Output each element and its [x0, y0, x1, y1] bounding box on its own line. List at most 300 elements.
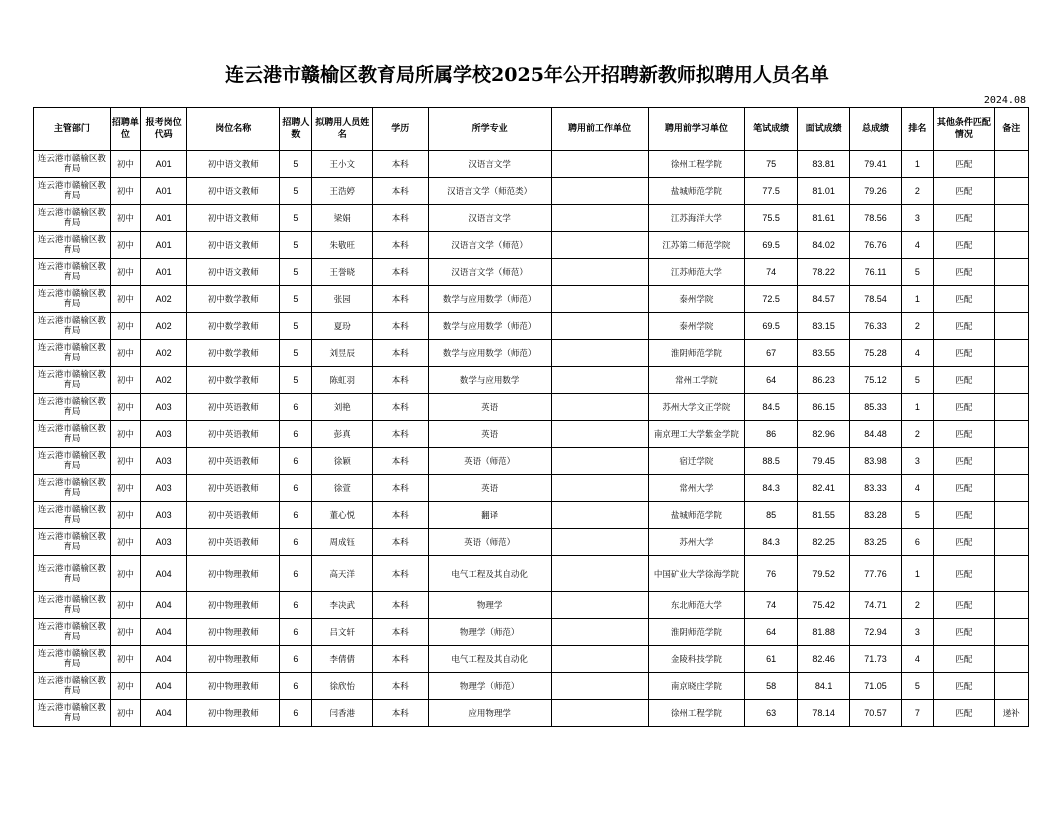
unit-cell: 初中 — [110, 700, 140, 727]
prior-work-cell — [551, 313, 648, 340]
written-score-cell: 77.5 — [745, 178, 797, 205]
match-cell: 匹配 — [934, 700, 995, 727]
header-cell: 拟聘用人员姓名 — [312, 108, 373, 151]
interview-score-cell: 82.25 — [797, 529, 849, 556]
major-cell: 英语 — [428, 394, 551, 421]
written-score-cell: 84.3 — [745, 475, 797, 502]
prior-school-cell: 盐城师范学院 — [648, 502, 745, 529]
match-cell: 匹配 — [934, 592, 995, 619]
rank-cell: 4 — [901, 475, 933, 502]
remark-cell — [994, 205, 1028, 232]
rank-cell: 4 — [901, 646, 933, 673]
prior-school-cell: 南京晓庄学院 — [648, 673, 745, 700]
match-cell: 匹配 — [934, 448, 995, 475]
match-cell: 匹配 — [934, 367, 995, 394]
interview-score-cell: 78.14 — [797, 700, 849, 727]
match-cell: 匹配 — [934, 205, 995, 232]
remark-cell — [994, 151, 1028, 178]
header-cell: 笔试成绩 — [745, 108, 797, 151]
unit-cell: 初中 — [110, 178, 140, 205]
unit-cell: 初中 — [110, 394, 140, 421]
position-cell: 初中英语教师 — [187, 502, 280, 529]
position-cell: 初中英语教师 — [187, 529, 280, 556]
name-cell: 王浩婷 — [312, 178, 373, 205]
table-row — [34, 448, 1029, 475]
degree-cell: 本科 — [373, 394, 429, 421]
match-cell: 匹配 — [934, 529, 995, 556]
prior-school-cell: 徐州工程学院 — [648, 700, 745, 727]
code-cell: A04 — [140, 556, 186, 592]
total-score-cell: 79.41 — [850, 151, 901, 178]
dept-cell: 连云港市赣榆区教育局 — [34, 151, 111, 178]
rank-cell: 2 — [901, 313, 933, 340]
header-cell: 主管部门 — [34, 108, 111, 151]
position-cell: 初中数学教师 — [187, 367, 280, 394]
quota-cell: 5 — [280, 313, 312, 340]
remark-cell — [994, 592, 1028, 619]
code-cell: A04 — [140, 592, 186, 619]
table-row — [34, 394, 1029, 421]
position-cell: 初中数学教师 — [187, 340, 280, 367]
header-cell: 招聘人数 — [280, 108, 312, 151]
quota-cell: 5 — [280, 205, 312, 232]
total-score-cell: 83.33 — [850, 475, 901, 502]
name-cell: 朱敬旺 — [312, 232, 373, 259]
rank-cell: 4 — [901, 340, 933, 367]
table-row — [34, 673, 1029, 700]
code-cell: A02 — [140, 367, 186, 394]
dept-cell: 连云港市赣榆区教育局 — [34, 673, 111, 700]
table-row — [34, 475, 1029, 502]
name-cell: 李倩倩 — [312, 646, 373, 673]
interview-score-cell: 79.45 — [797, 448, 849, 475]
match-cell: 匹配 — [934, 340, 995, 367]
quota-cell: 6 — [280, 673, 312, 700]
total-score-cell: 71.73 — [850, 646, 901, 673]
degree-cell: 本科 — [373, 673, 429, 700]
major-cell: 电气工程及其自动化 — [428, 556, 551, 592]
code-cell: A03 — [140, 502, 186, 529]
written-score-cell: 58 — [745, 673, 797, 700]
rank-cell: 5 — [901, 673, 933, 700]
match-cell: 匹配 — [934, 673, 995, 700]
remark-cell — [994, 286, 1028, 313]
degree-cell: 本科 — [373, 313, 429, 340]
written-score-cell: 75.5 — [745, 205, 797, 232]
major-cell: 汉语言文学 — [428, 205, 551, 232]
prior-school-cell: 常州工学院 — [648, 367, 745, 394]
total-score-cell: 71.05 — [850, 673, 901, 700]
name-cell: 董心悦 — [312, 502, 373, 529]
table-row — [34, 556, 1029, 592]
quota-cell: 6 — [280, 394, 312, 421]
match-cell: 匹配 — [934, 421, 995, 448]
header-cell: 聘用前工作单位 — [551, 108, 648, 151]
prior-school-cell: 宿迁学院 — [648, 448, 745, 475]
position-cell: 初中英语教师 — [187, 421, 280, 448]
document-date: 2024.08 — [983, 95, 1026, 106]
match-cell: 匹配 — [934, 502, 995, 529]
prior-school-cell: 盐城师范学院 — [648, 178, 745, 205]
table-row — [34, 619, 1029, 646]
interview-score-cell: 83.15 — [797, 313, 849, 340]
match-cell: 匹配 — [934, 178, 995, 205]
unit-cell: 初中 — [110, 502, 140, 529]
quota-cell: 6 — [280, 502, 312, 529]
prior-work-cell — [551, 340, 648, 367]
major-cell: 翻译 — [428, 502, 551, 529]
degree-cell: 本科 — [373, 421, 429, 448]
quota-cell: 5 — [280, 151, 312, 178]
position-cell: 初中英语教师 — [187, 394, 280, 421]
position-cell: 初中语文教师 — [187, 178, 280, 205]
prior-school-cell: 江苏师范大学 — [648, 259, 745, 286]
unit-cell: 初中 — [110, 619, 140, 646]
interview-score-cell: 82.46 — [797, 646, 849, 673]
table-row — [34, 205, 1029, 232]
dept-cell: 连云港市赣榆区教育局 — [34, 646, 111, 673]
dept-cell: 连云港市赣榆区教育局 — [34, 700, 111, 727]
position-cell: 初中数学教师 — [187, 286, 280, 313]
remark-cell — [994, 313, 1028, 340]
dept-cell: 连云港市赣榆区教育局 — [34, 205, 111, 232]
written-score-cell: 69.5 — [745, 232, 797, 259]
degree-cell: 本科 — [373, 259, 429, 286]
degree-cell: 本科 — [373, 367, 429, 394]
rank-cell: 6 — [901, 529, 933, 556]
total-score-cell: 77.76 — [850, 556, 901, 592]
code-cell: A01 — [140, 259, 186, 286]
prior-school-cell: 苏州大学 — [648, 529, 745, 556]
table-row — [34, 646, 1029, 673]
name-cell: 王小文 — [312, 151, 373, 178]
prior-school-cell: 苏州大学文正学院 — [648, 394, 745, 421]
unit-cell: 初中 — [110, 646, 140, 673]
name-cell: 李决武 — [312, 592, 373, 619]
position-cell: 初中数学教师 — [187, 313, 280, 340]
total-score-cell: 75.28 — [850, 340, 901, 367]
interview-score-cell: 81.88 — [797, 619, 849, 646]
major-cell: 汉语言文学（师范类） — [428, 178, 551, 205]
remark-cell — [994, 475, 1028, 502]
name-cell: 夏玢 — [312, 313, 373, 340]
prior-work-cell — [551, 205, 648, 232]
name-cell: 徐颖 — [312, 448, 373, 475]
header-cell: 排名 — [901, 108, 933, 151]
code-cell: A04 — [140, 673, 186, 700]
prior-work-cell — [551, 673, 648, 700]
table-row — [34, 286, 1029, 313]
major-cell: 物理学（师范） — [428, 673, 551, 700]
table-row — [34, 313, 1029, 340]
prior-work-cell — [551, 286, 648, 313]
unit-cell: 初中 — [110, 151, 140, 178]
name-cell: 吕文轩 — [312, 619, 373, 646]
position-cell: 初中物理教师 — [187, 619, 280, 646]
header-cell: 面试成绩 — [797, 108, 849, 151]
dept-cell: 连云港市赣榆区教育局 — [34, 421, 111, 448]
degree-cell: 本科 — [373, 286, 429, 313]
code-cell: A02 — [140, 340, 186, 367]
code-cell: A03 — [140, 475, 186, 502]
prior-school-cell: 常州大学 — [648, 475, 745, 502]
table-row — [34, 502, 1029, 529]
name-cell: 陈虹羽 — [312, 367, 373, 394]
dept-cell: 连云港市赣榆区教育局 — [34, 394, 111, 421]
rank-cell: 5 — [901, 367, 933, 394]
name-cell: 刘艳 — [312, 394, 373, 421]
written-score-cell: 75 — [745, 151, 797, 178]
major-cell: 物理学（师范） — [428, 619, 551, 646]
prior-work-cell — [551, 556, 648, 592]
written-score-cell: 84.5 — [745, 394, 797, 421]
rank-cell: 7 — [901, 700, 933, 727]
table-row — [34, 700, 1029, 727]
code-cell: A04 — [140, 619, 186, 646]
name-cell: 刘昱辰 — [312, 340, 373, 367]
prior-school-cell: 泰州学院 — [648, 313, 745, 340]
table-row — [34, 421, 1029, 448]
prior-work-cell — [551, 151, 648, 178]
quota-cell: 5 — [280, 286, 312, 313]
quota-cell: 5 — [280, 340, 312, 367]
prior-work-cell — [551, 700, 648, 727]
major-cell: 汉语言文学（师范） — [428, 232, 551, 259]
major-cell: 电气工程及其自动化 — [428, 646, 551, 673]
remark-cell — [994, 367, 1028, 394]
remark-cell — [994, 619, 1028, 646]
total-score-cell: 83.25 — [850, 529, 901, 556]
prior-work-cell — [551, 592, 648, 619]
rank-cell: 3 — [901, 205, 933, 232]
prior-work-cell — [551, 502, 648, 529]
remark-cell — [994, 421, 1028, 448]
prior-work-cell — [551, 232, 648, 259]
unit-cell: 初中 — [110, 286, 140, 313]
code-cell: A01 — [140, 151, 186, 178]
degree-cell: 本科 — [373, 178, 429, 205]
rank-cell: 4 — [901, 232, 933, 259]
position-cell: 初中英语教师 — [187, 475, 280, 502]
table-row — [34, 592, 1029, 619]
match-cell: 匹配 — [934, 619, 995, 646]
rank-cell: 2 — [901, 178, 933, 205]
rank-cell: 1 — [901, 556, 933, 592]
rank-cell: 3 — [901, 448, 933, 475]
position-cell: 初中语文教师 — [187, 232, 280, 259]
dept-cell: 连云港市赣榆区教育局 — [34, 313, 111, 340]
header-cell: 备注 — [994, 108, 1028, 151]
degree-cell: 本科 — [373, 448, 429, 475]
table-row — [34, 367, 1029, 394]
dept-cell: 连云港市赣榆区教育局 — [34, 502, 111, 529]
remark-cell — [994, 448, 1028, 475]
quota-cell: 5 — [280, 178, 312, 205]
written-score-cell: 76 — [745, 556, 797, 592]
prior-school-cell: 南京理工大学紫金学院 — [648, 421, 745, 448]
unit-cell: 初中 — [110, 556, 140, 592]
major-cell: 英语 — [428, 421, 551, 448]
code-cell: A04 — [140, 646, 186, 673]
degree-cell: 本科 — [373, 646, 429, 673]
degree-cell: 本科 — [373, 205, 429, 232]
major-cell: 英语（师范） — [428, 529, 551, 556]
remark-cell — [994, 646, 1028, 673]
remark-cell — [994, 340, 1028, 367]
position-cell: 初中语文教师 — [187, 205, 280, 232]
quota-cell: 5 — [280, 232, 312, 259]
remark-cell — [994, 232, 1028, 259]
total-score-cell: 84.48 — [850, 421, 901, 448]
prior-school-cell: 淮阴师范学院 — [648, 619, 745, 646]
table-header-row — [34, 108, 1029, 151]
remark-cell — [994, 529, 1028, 556]
major-cell: 应用物理学 — [428, 700, 551, 727]
remark-cell — [994, 178, 1028, 205]
dept-cell: 连云港市赣榆区教育局 — [34, 448, 111, 475]
position-cell: 初中物理教师 — [187, 556, 280, 592]
interview-score-cell: 79.52 — [797, 556, 849, 592]
written-score-cell: 69.5 — [745, 313, 797, 340]
name-cell: 彭真 — [312, 421, 373, 448]
header-cell: 学历 — [373, 108, 429, 151]
remark-cell — [994, 556, 1028, 592]
rank-cell: 3 — [901, 619, 933, 646]
total-score-cell: 78.54 — [850, 286, 901, 313]
dept-cell: 连云港市赣榆区教育局 — [34, 475, 111, 502]
major-cell: 数学与应用数学 — [428, 367, 551, 394]
major-cell: 英语（师范） — [428, 448, 551, 475]
prior-work-cell — [551, 448, 648, 475]
unit-cell: 初中 — [110, 205, 140, 232]
interview-score-cell: 81.01 — [797, 178, 849, 205]
prior-work-cell — [551, 475, 648, 502]
header-cell: 总成绩 — [850, 108, 901, 151]
interview-score-cell: 82.96 — [797, 421, 849, 448]
table-row — [34, 340, 1029, 367]
prior-work-cell — [551, 529, 648, 556]
major-cell: 汉语言文学（师范） — [428, 259, 551, 286]
total-score-cell: 70.57 — [850, 700, 901, 727]
code-cell: A01 — [140, 205, 186, 232]
match-cell: 匹配 — [934, 313, 995, 340]
code-cell: A01 — [140, 178, 186, 205]
table-row — [34, 259, 1029, 286]
code-cell: A02 — [140, 286, 186, 313]
position-cell: 初中物理教师 — [187, 646, 280, 673]
name-cell: 梁娟 — [312, 205, 373, 232]
match-cell: 匹配 — [934, 475, 995, 502]
quota-cell: 5 — [280, 367, 312, 394]
table-body — [34, 151, 1029, 727]
remark-cell — [994, 394, 1028, 421]
total-score-cell: 72.94 — [850, 619, 901, 646]
code-cell: A03 — [140, 529, 186, 556]
unit-cell: 初中 — [110, 259, 140, 286]
written-score-cell: 72.5 — [745, 286, 797, 313]
written-score-cell: 74 — [745, 259, 797, 286]
quota-cell: 6 — [280, 700, 312, 727]
table-row — [34, 178, 1029, 205]
code-cell: A03 — [140, 421, 186, 448]
rank-cell: 1 — [901, 151, 933, 178]
code-cell: A02 — [140, 313, 186, 340]
name-cell: 周成钰 — [312, 529, 373, 556]
rank-cell: 5 — [901, 502, 933, 529]
unit-cell: 初中 — [110, 448, 140, 475]
total-score-cell: 76.76 — [850, 232, 901, 259]
prior-work-cell — [551, 394, 648, 421]
table-row — [34, 151, 1029, 178]
prior-school-cell: 泰州学院 — [648, 286, 745, 313]
dept-cell: 连云港市赣榆区教育局 — [34, 556, 111, 592]
total-score-cell: 75.12 — [850, 367, 901, 394]
interview-score-cell: 81.55 — [797, 502, 849, 529]
prior-work-cell — [551, 646, 648, 673]
rank-cell: 2 — [901, 421, 933, 448]
interview-score-cell: 86.23 — [797, 367, 849, 394]
quota-cell: 6 — [280, 619, 312, 646]
written-score-cell: 63 — [745, 700, 797, 727]
name-cell: 徐萱 — [312, 475, 373, 502]
prior-work-cell — [551, 178, 648, 205]
name-cell: 张园 — [312, 286, 373, 313]
dept-cell: 连云港市赣榆区教育局 — [34, 619, 111, 646]
written-score-cell: 64 — [745, 367, 797, 394]
name-cell: 王誉晓 — [312, 259, 373, 286]
unit-cell: 初中 — [110, 340, 140, 367]
interview-score-cell: 83.55 — [797, 340, 849, 367]
prior-school-cell: 东北师范大学 — [648, 592, 745, 619]
degree-cell: 本科 — [373, 475, 429, 502]
position-cell: 初中物理教师 — [187, 673, 280, 700]
prior-school-cell: 中国矿业大学徐海学院 — [648, 556, 745, 592]
quota-cell: 6 — [280, 475, 312, 502]
interview-score-cell: 78.22 — [797, 259, 849, 286]
quota-cell: 5 — [280, 259, 312, 286]
name-cell: 徐欣怡 — [312, 673, 373, 700]
quota-cell: 6 — [280, 529, 312, 556]
remark-cell — [994, 673, 1028, 700]
degree-cell: 本科 — [373, 232, 429, 259]
name-cell: 高天洋 — [312, 556, 373, 592]
total-score-cell: 76.11 — [850, 259, 901, 286]
total-score-cell: 79.26 — [850, 178, 901, 205]
header-cell: 所学专业 — [428, 108, 551, 151]
dept-cell: 连云港市赣榆区教育局 — [34, 232, 111, 259]
header-cell: 岗位名称 — [187, 108, 280, 151]
quota-cell: 6 — [280, 592, 312, 619]
match-cell: 匹配 — [934, 646, 995, 673]
name-cell: 闫香港 — [312, 700, 373, 727]
code-cell: A04 — [140, 700, 186, 727]
prior-school-cell: 金陵科技学院 — [648, 646, 745, 673]
match-cell: 匹配 — [934, 394, 995, 421]
interview-score-cell: 81.61 — [797, 205, 849, 232]
match-cell: 匹配 — [934, 232, 995, 259]
degree-cell: 本科 — [373, 592, 429, 619]
dept-cell: 连云港市赣榆区教育局 — [34, 367, 111, 394]
document-title: 连云港市赣榆区教育局所属学校2025年公开招聘新教师拟聘用人员名单 — [225, 64, 829, 86]
major-cell: 数学与应用数学（师范） — [428, 313, 551, 340]
written-score-cell: 86 — [745, 421, 797, 448]
quota-cell: 6 — [280, 556, 312, 592]
interview-score-cell: 86.15 — [797, 394, 849, 421]
position-cell: 初中语文教师 — [187, 259, 280, 286]
degree-cell: 本科 — [373, 151, 429, 178]
major-cell: 数学与应用数学（师范） — [428, 286, 551, 313]
major-cell: 物理学 — [428, 592, 551, 619]
